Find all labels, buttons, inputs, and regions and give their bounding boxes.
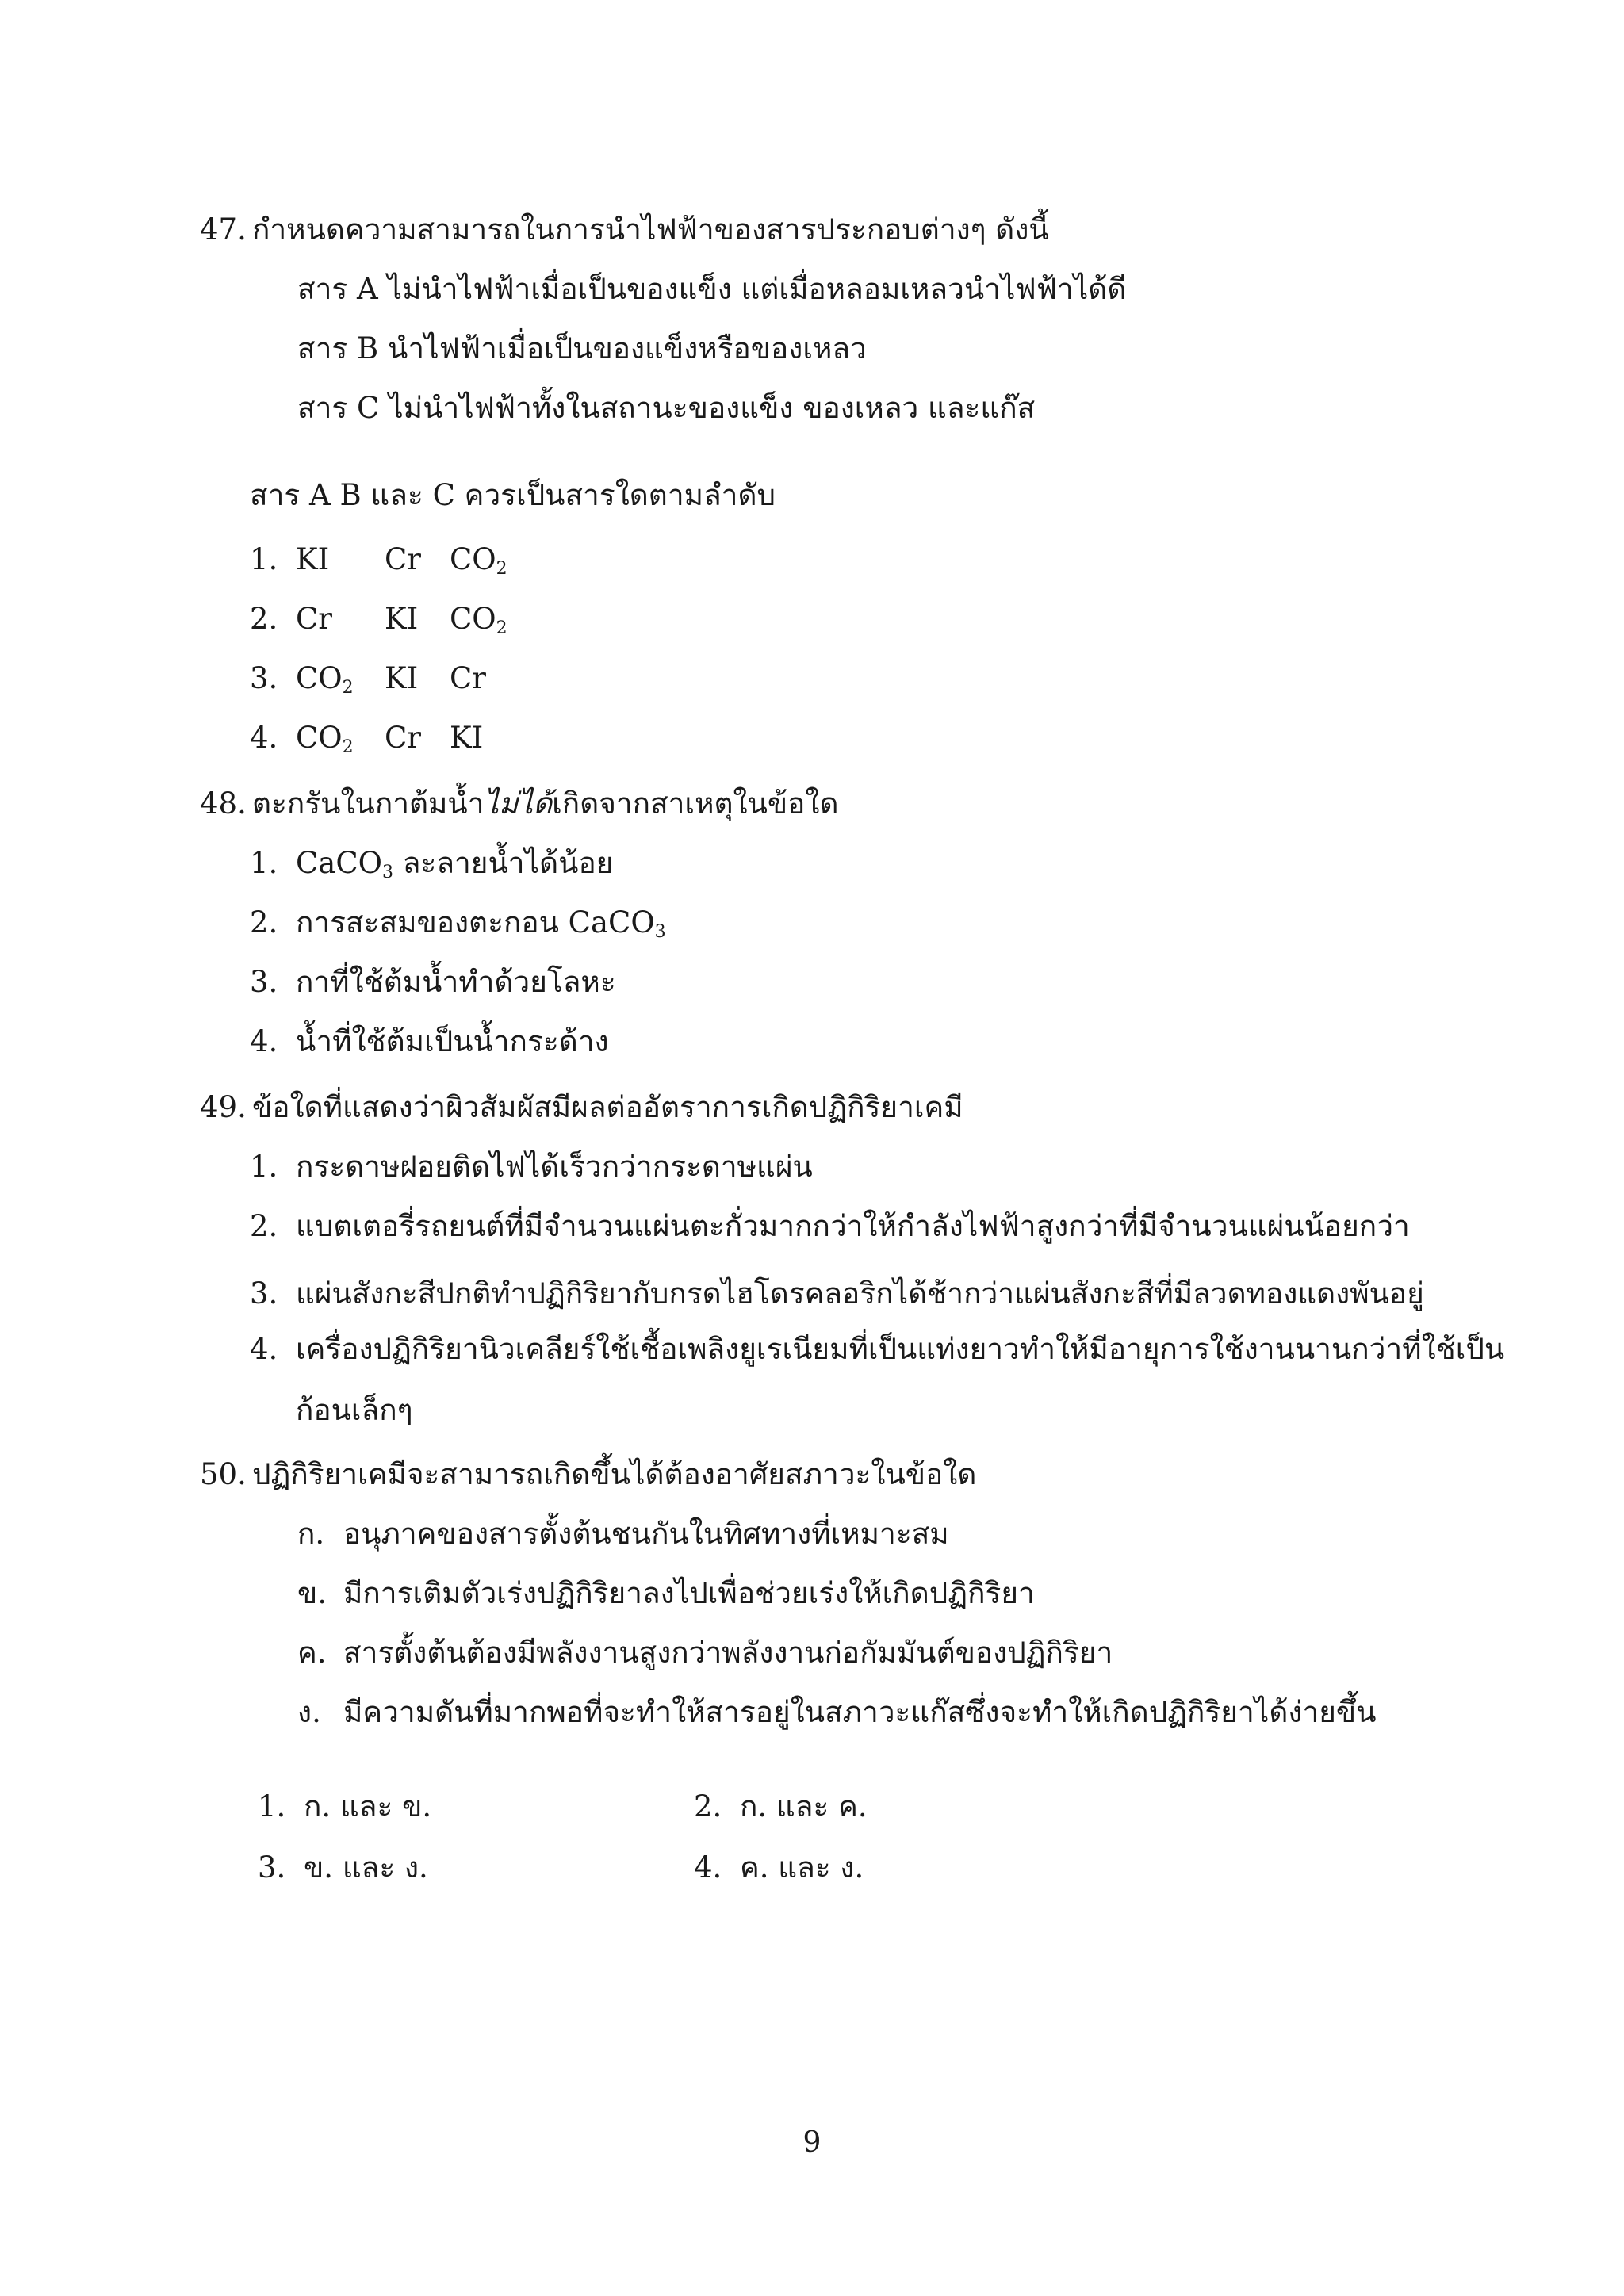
choice-text: ก. และ ข.: [304, 1789, 432, 1823]
question-number: 49.: [200, 1090, 247, 1124]
q50-condition-b: [297, 1571, 1035, 1616]
question-stem-emphasis: ไม่ได้: [484, 786, 553, 821]
condition-text: อนุภาคของสารตั้งต้นชนกันในทิศทางที่เหมาะสม: [343, 1517, 949, 1551]
q48-choice-2: [250, 901, 666, 945]
choice-number: 1.: [258, 1789, 286, 1823]
page-number: 9: [802, 2126, 822, 2159]
choice-number: 1.: [250, 542, 278, 576]
question-stem: กำหนดความสามารถในการนำไฟฟ้าของสารประกอบต่างๆ ดังนี้: [252, 212, 1049, 247]
subscript: 3: [654, 922, 666, 942]
choice-substance-a: Cr: [296, 602, 332, 636]
choice-text: ข. และ ง.: [304, 1850, 428, 1885]
subscript: 2: [342, 678, 354, 698]
condition-label: ง.: [297, 1695, 321, 1729]
choice-text: กระดาษฝอยติดไฟได้เร็วกว่ากระดาษแผ่น: [296, 1150, 813, 1184]
q49-choice-2: [250, 1204, 1410, 1249]
q47-statement-c: สาร C ไม่นำไฟฟ้าทั้งในสถานะของแข็ง ของเหลว และแก๊ส: [297, 391, 1036, 425]
q50-condition-c: [297, 1631, 1113, 1675]
choice-number: 3.: [250, 1276, 278, 1311]
condition-text: สารตั้งต้นต้องมีพลังงานสูงกว่าพลังงานก่อกัมมันต์ของปฏิกิริยา: [343, 1636, 1113, 1670]
choice-text: ค. และ ง.: [740, 1850, 864, 1885]
choice-substance-c: CO: [450, 542, 496, 576]
choice-text: แผ่นสังกะสีปกติทำปฏิกิริยากับกรดไฮโดรคลอริกได้ช้ากว่าแผ่นสังกะสีที่มีลวดทองแดงพันอยู่: [296, 1276, 1424, 1311]
choice-text: CaCO: [296, 846, 383, 880]
q50-stem-line: [200, 1452, 976, 1497]
q49-choice-3: [250, 1272, 1424, 1316]
choice-substance-b: Cr: [385, 721, 421, 755]
q47-choice-3: [250, 656, 486, 701]
question-number: 50.: [200, 1457, 247, 1491]
question-number: 47.: [200, 212, 247, 247]
question-stem-part: ตะกรันในกาต้มน้ำ: [252, 786, 485, 821]
q49-choice-4: [250, 1327, 1504, 1372]
q47-statement-b: สาร B นำไฟฟ้าเมื่อเป็นของแข็งหรือของเหลว: [297, 331, 867, 365]
q48-choice-4: [250, 1020, 609, 1064]
choice-text: ละลายน้ำได้น้อย: [393, 846, 614, 880]
choice-text: กาที่ใช้ต้มน้ำทำด้วยโลหะ: [296, 965, 616, 999]
question-number: 48.: [200, 786, 247, 821]
q50-choice-2: [694, 1785, 868, 1829]
condition-text: มีความดันที่มากพอที่จะทำให้สารอยู่ในสภาวะแก๊สซึ่งจะทำให้เกิดปฏิกิริยาได้ง่ายขึ้น: [343, 1695, 1377, 1729]
question-stem: ปฏิกิริยาเคมีจะสามารถเกิดขึ้นได้ต้องอาศัยสภาวะในข้อใด: [252, 1457, 977, 1491]
q50-condition-a: [297, 1512, 949, 1556]
choice-text: แบตเตอรี่รถยนต์ที่มีจำนวนแผ่นตะกั่วมากกว่าให้กำลังไฟฟ้าสูงกว่าที่มีจำนวนแผ่นน้อยกว่า: [296, 1209, 1410, 1243]
q49-choice-1: [250, 1145, 813, 1189]
choice-substance-b: KI: [385, 602, 419, 636]
q48-choice-3: [250, 960, 616, 1004]
choice-text: น้ำที่ใช้ต้มเป็นน้ำกระด้าง: [296, 1024, 609, 1058]
choice-substance-a: CO: [296, 661, 343, 695]
condition-label: ค.: [297, 1636, 327, 1670]
q47-statement-a: สาร A ไม่นำไฟฟ้าเมื่อเป็นของแข็ง แต่เมื่อหลอมเหลวนำไฟฟ้าได้ดี: [297, 272, 1127, 306]
q50-choice-4: [694, 1846, 864, 1890]
choice-number: 2.: [694, 1789, 722, 1823]
choice-substance-a: KI: [296, 542, 330, 576]
q50-condition-d: [297, 1690, 1377, 1735]
choice-number: 2.: [250, 602, 278, 636]
q47-question: สาร A B และ C ควรเป็นสารใดตามลำดับ: [250, 478, 776, 512]
question-stem-part: เกิดจากสาเหตุในข้อใด: [552, 786, 839, 821]
choice-text: การสะสมของตะกอน CaCO: [296, 905, 655, 939]
q50-choice-3: [258, 1846, 428, 1890]
choice-number: 2.: [250, 1209, 278, 1243]
choice-number: 3.: [258, 1850, 286, 1885]
subscript: 2: [496, 618, 508, 638]
choice-number: 4.: [694, 1850, 722, 1885]
subscript: 2: [496, 559, 508, 579]
q49-stem-line: [200, 1085, 963, 1130]
choice-number: 4.: [250, 1024, 278, 1058]
choice-substance-a: CO: [296, 721, 343, 755]
q48-stem-line: [200, 782, 838, 826]
subscript: 2: [342, 737, 354, 757]
condition-label: ข.: [297, 1576, 327, 1610]
choice-substance-c: Cr: [450, 661, 486, 695]
q50-choice-1: [258, 1785, 431, 1829]
choice-substance-c: KI: [450, 721, 484, 755]
choice-number: 4.: [250, 721, 278, 755]
choice-number: 2.: [250, 905, 278, 939]
choice-text: ก. และ ค.: [740, 1789, 868, 1823]
choice-number: 3.: [250, 661, 278, 695]
q47-choice-1: [250, 538, 508, 582]
condition-text: มีการเติมตัวเร่งปฏิกิริยาลงไปเพื่อช่วยเร่งให้เกิดปฏิกิริยา: [343, 1576, 1035, 1610]
question-stem: ข้อใดที่แสดงว่าผิวสัมผัสมีผลต่ออัตราการเกิดปฏิกิริยาเคมี: [252, 1090, 963, 1124]
q49-choice-4-continuation: ก้อนเล็กๆ: [296, 1393, 413, 1427]
q47-choice-4: [250, 716, 483, 760]
choice-number: 4.: [250, 1332, 278, 1366]
q47-choice-2: [250, 597, 508, 641]
choice-text: เครื่องปฏิกิริยานิวเคลียร์ใช้เชื้อเพลิงยูเรเนียมที่เป็นแท่งยาวทำให้มีอายุการใช้งานนานกว่าที่ใช้เป็น: [296, 1332, 1505, 1366]
condition-label: ก.: [297, 1517, 325, 1551]
q48-choice-1: [250, 841, 613, 886]
q47-stem-line: [200, 208, 1049, 252]
choice-substance-b: KI: [385, 661, 419, 695]
choice-number: 1.: [250, 1150, 278, 1184]
choice-substance-c: CO: [450, 602, 496, 636]
choice-substance-b: Cr: [385, 542, 421, 576]
choice-number: 3.: [250, 965, 278, 999]
subscript: 3: [382, 863, 394, 882]
choice-number: 1.: [250, 846, 278, 880]
